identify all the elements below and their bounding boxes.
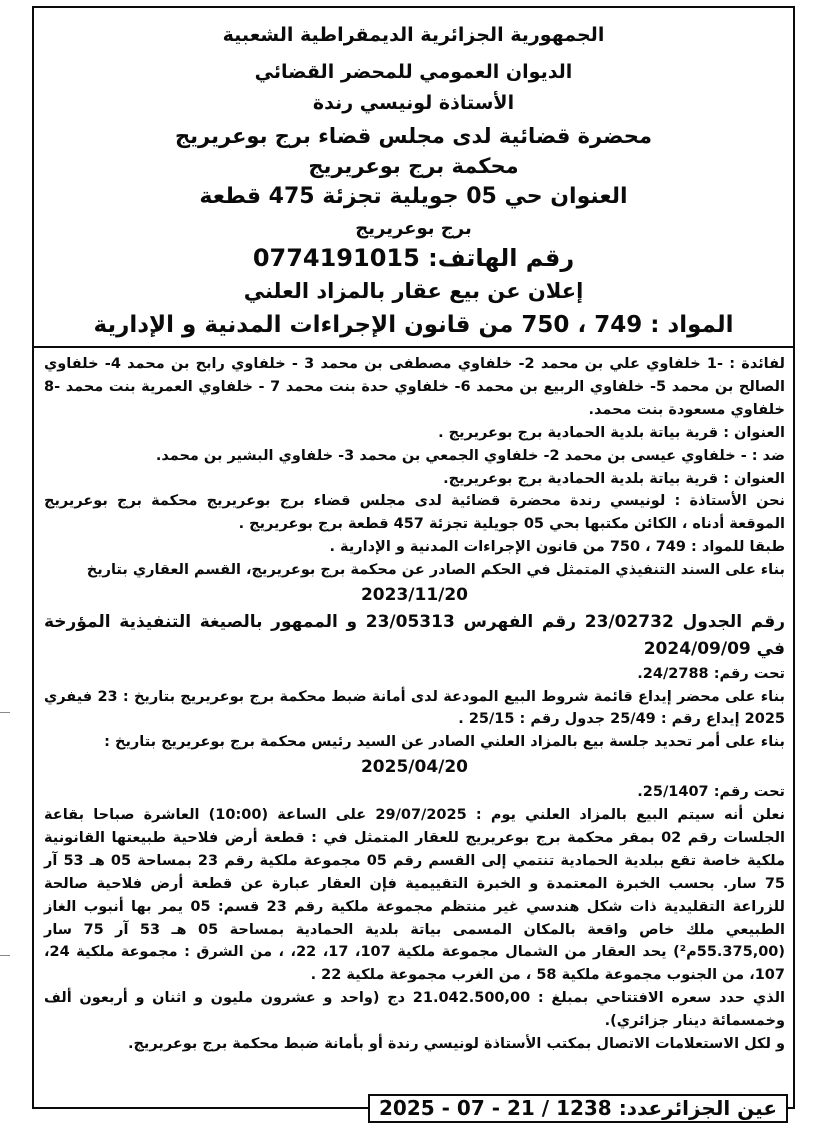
margin-fold-mark bbox=[0, 712, 10, 713]
legal-articles: المواد : 749 ، 750 من قانون الإجراءات المدنية و الإدارية bbox=[93, 312, 734, 338]
defendants-address: العنوان : قرية بياتة بلدية الحمادية برج بوعريريج. bbox=[443, 470, 785, 487]
articles-paragraph: طبقا للمواد : 749 ، 750 من قانون الإجراءات المدنية و الإدارية . bbox=[329, 539, 785, 556]
session-order-date: 2025/04/20 bbox=[360, 757, 469, 778]
bailiff-paragraph: نحن الأستاذة : لونيسي رندة محضرة قضائية لدى مجلس قضاء برج بوعريريج محكمة برج بوعريريج الموقعة أدناه ، الكائن مكتبها بحي 05 جويلية تجزئة 457 قطعة برج بوعريريج . bbox=[44, 493, 785, 533]
announcement-frame bbox=[32, 6, 795, 1109]
opening-price-paragraph: الذي حدد سعره الافتتاحي بمبلغ : 21.042.500,00 دج (واحد و عشرون مليون و اثنان و أربعون ألف وخمسمائة دينار جزائري). bbox=[44, 990, 786, 1030]
deposit-paragraph: بناء على محضر إيداع قائمة شروط البيع المودعة لدى أمانة ضبط محكمة برج بوعريريج بتاريخ : 23 فيفري 2025 إيداع رقم : 25/49 جدول رقم : 25/15 . bbox=[44, 688, 785, 728]
announcement-paragraph: نعلن أنه سيتم البيع بالمزاد العلني يوم : 29/07/2025 على الساعة (10:00) العاشرة صباحا بقاعة الجلسات رقم 02 بمقر محكمة برج بوعريريج للعقار المتمثل في : قطعة أرض فلاحية طبيعتها القانونية ملكية خاصة تقع ببلدية الحمادية تنتمي إلى القسم رقم 05 مجموعة ملكية رقم 23 بمساحة 05 هـ 53 آر 75 سار. بحسب الخبرة المعتمدة و الخبرة التقييمية فإن العقار عبارة عن قطعة أرض فلاحية صالحة للزراعة التقليدية ذات شكل هندسي غير منتظم مجموعة ملكية رقم 23 قسم: 05 يمر بها أنبوب الغاز الطبيعي ملك خاص واقعة بالمكان المسمى بياتة بلدية الحمادية بمساحة 05 هـ 53 آر 75 سار (55.375,00م²) يحد العقار من الشمال مجموعة ملكية 107، 17، 22، ، من الشرق : مجموعة ملكية 24، 107، من الجنوب مجموعة ملكية 58 ، من الغرب مجموعة ملكية 22 . bbox=[44, 807, 786, 984]
defendants-paragraph: ضد : - خلفاوي عيسى بن محمد 2- خلفاوي الجمعي بن محمد 3- خلفاوي البشير بن محمد. bbox=[155, 447, 785, 464]
republic-heading: الجمهورية الجزائرية الديمقراطية الشعبية bbox=[222, 24, 605, 46]
under-number-2: تحت رقم: 25/1407. bbox=[637, 784, 785, 801]
document-title: إعلان عن بيع عقار بالمزاد العلني bbox=[243, 279, 584, 303]
announcement-body bbox=[44, 353, 785, 1056]
judgment-date: 2023/11/20 bbox=[360, 585, 469, 606]
beneficiaries-paragraph: لفائدة : -1 خلفاوي علي بن محمد 2- خلفاوي مصطفى بن محمد 3 - خلفاوي رابح بن محمد 4- خلفاوي الصالح بن محمد 5- خلفاوي الربيع بن محمد 6- خلفاوي حدة بنت محمد 7 - خلفاوي العمرية بنت محمد -8 خلفاوي مسعودة بنت محمد. bbox=[44, 356, 786, 418]
court-name: محكمة برج بوعريريج bbox=[308, 154, 519, 178]
bailiff-name: الأستاذة لونيسي رندة bbox=[312, 92, 515, 114]
publication-reference: عين الجزائرعدد: 1238 / 21 - 07 - 2025 bbox=[368, 1094, 788, 1123]
office-city: برج بوعريريج bbox=[355, 218, 472, 239]
office-heading: الديوان العمومي للمحضر القضائي bbox=[254, 61, 573, 83]
judgment-paragraph: بناء على السند التنفيذي المتمثل في الحكم الصادر عن محكمة برج بوعريريج، القسم العقاري بتاريخ bbox=[86, 562, 785, 579]
court-council: محضرة قضائية لدى مجلس قضاء برج بوعريريج bbox=[175, 124, 652, 148]
office-address: العنوان حي 05 جويلية تجزئة 475 قطعة bbox=[199, 184, 628, 209]
beneficiaries-address: العنوان : قرية بياتة بلدية الحمادية برج بوعريريج . bbox=[438, 424, 785, 441]
document-header bbox=[34, 8, 793, 348]
inquiries-paragraph: و لكل الاستعلامات الاتصال بمكتب الأستاذة لونيسي رندة أو بأمانة ضبط محكمة برج بوعريريج. bbox=[127, 1036, 785, 1053]
schedule-number: رقم الجدول 23/02732 رقم الفهرس 23/05313 و الممهور بالصيغة التنفيذية المؤرخة في 2024/09/09 bbox=[44, 611, 785, 659]
under-number-1: تحت رقم: 24/2788. bbox=[637, 665, 785, 682]
session-order-paragraph: بناء على أمر تحديد جلسة بيع بالمزاد العلني الصادر عن السيد رئيس محكمة برج بوعريريج بتاريخ : bbox=[104, 734, 785, 751]
phone-number: رقم الهاتف: 0774191015 bbox=[252, 244, 575, 272]
margin-fold-mark bbox=[0, 955, 10, 956]
